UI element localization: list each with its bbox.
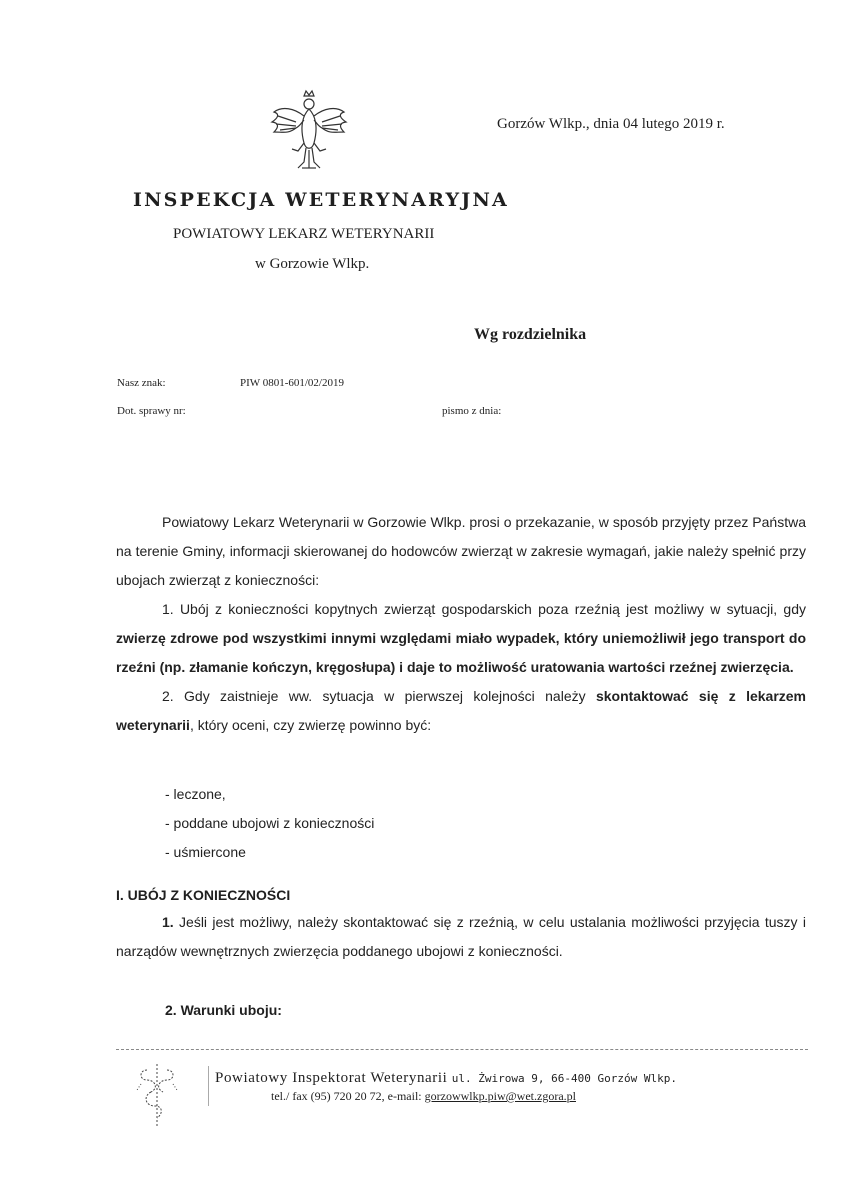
letter-body [116, 508, 806, 740]
paragraph-2 [116, 682, 806, 740]
case-number-label: Dot. sprawy nr: [117, 405, 186, 417]
intro-paragraph: Powiatowy Lekarz Weterynarii w Gorzowie Wlkp. prosi o przekazanie, w sposób przyjęty przez Państwa na terenie Gminy, informacji skierowanej do hodowców zwierząt w zakresie wymagań, jakie należy spełnić przy ubojach zwierząt z konieczności: [116, 514, 806, 588]
footer-divider [116, 1049, 808, 1050]
paragraph-2-text: 2. Gdy zaistnieje ww. sytuacja w pierwszej kolejności należy [162, 688, 596, 704]
organization-name: INSPEKCJA WETERYNARYJNA [133, 189, 510, 211]
office-city: w Gorzowie Wlkp. [255, 256, 370, 272]
list-item: - leczone, [165, 786, 226, 802]
addressee: Wg rozdzielnika [474, 326, 587, 343]
section-1-item-1 [116, 908, 806, 966]
item-number: 1. [162, 914, 174, 930]
paragraph-2-emphasis: skontaktować się z lekarzem weterynarii [116, 688, 806, 733]
slaughter-conditions-heading: 2. Warunki uboju: [165, 1002, 282, 1018]
letter-date-label: pismo z dnia: [442, 405, 502, 417]
paragraph-1-emphasis: zwierzę zdrowe pod wszystkimi innymi względami miało wypadek, który uniemożliwił jego transport do rzeźni (np. złamanie kończyn, kręgosłupa) i daje to możliwość uratowania wartości rzeźnej zwierzęcia. [116, 630, 806, 675]
options-list [165, 780, 374, 867]
paragraph-1-text: 1. Ubój z konieczności kopytnych zwierząt gospodarskich poza rzeźnią jest możliwy w sytuacji, gdy [162, 601, 806, 617]
paragraph-1 [116, 595, 806, 682]
our-sign-value: PIW 0801-601/02/2019 [240, 377, 344, 389]
footer-institution-line [215, 1070, 677, 1087]
institution-address: ul. Żwirowa 9, 66-400 Gorzów Wlkp. [451, 1072, 677, 1085]
phone-fax: tel./ fax (95) 720 20 72, e-mail: [271, 1089, 425, 1103]
institution-name: Powiatowy Inspektorat Weterynarii [215, 1070, 448, 1086]
item-text: Jeśli jest możliwy, należy skontaktować się z rzeźnią, w celu ustalania możliwości przyjęcia tuszy i narządów wewnętrznych zwierzęcia poddanego ubojowi z konieczności. [116, 914, 806, 959]
email-link[interactable]: gorzowwlkp.piw@wet.zgora.pl [424, 1089, 576, 1103]
footer-contact-line [271, 1089, 576, 1104]
list-item: - uśmiercone [165, 844, 246, 860]
paragraph-2-end: , który oceni, czy zwierzę powinno być: [189, 717, 432, 733]
our-sign-label: Nasz znak: [117, 377, 166, 389]
caduceus-icon [133, 1060, 181, 1130]
list-item: - poddane ubojowi z konieczności [165, 815, 375, 831]
footer-separator [208, 1066, 209, 1106]
section-heading: I. UBÓJ Z KONIECZNOŚCI [116, 887, 291, 903]
polish-eagle-icon [266, 88, 352, 178]
document-date: Gorzów Wlkp., dnia 04 lutego 2019 r. [497, 116, 725, 132]
official-role: POWIATOWY LEKARZ WETERYNARII [173, 226, 435, 242]
